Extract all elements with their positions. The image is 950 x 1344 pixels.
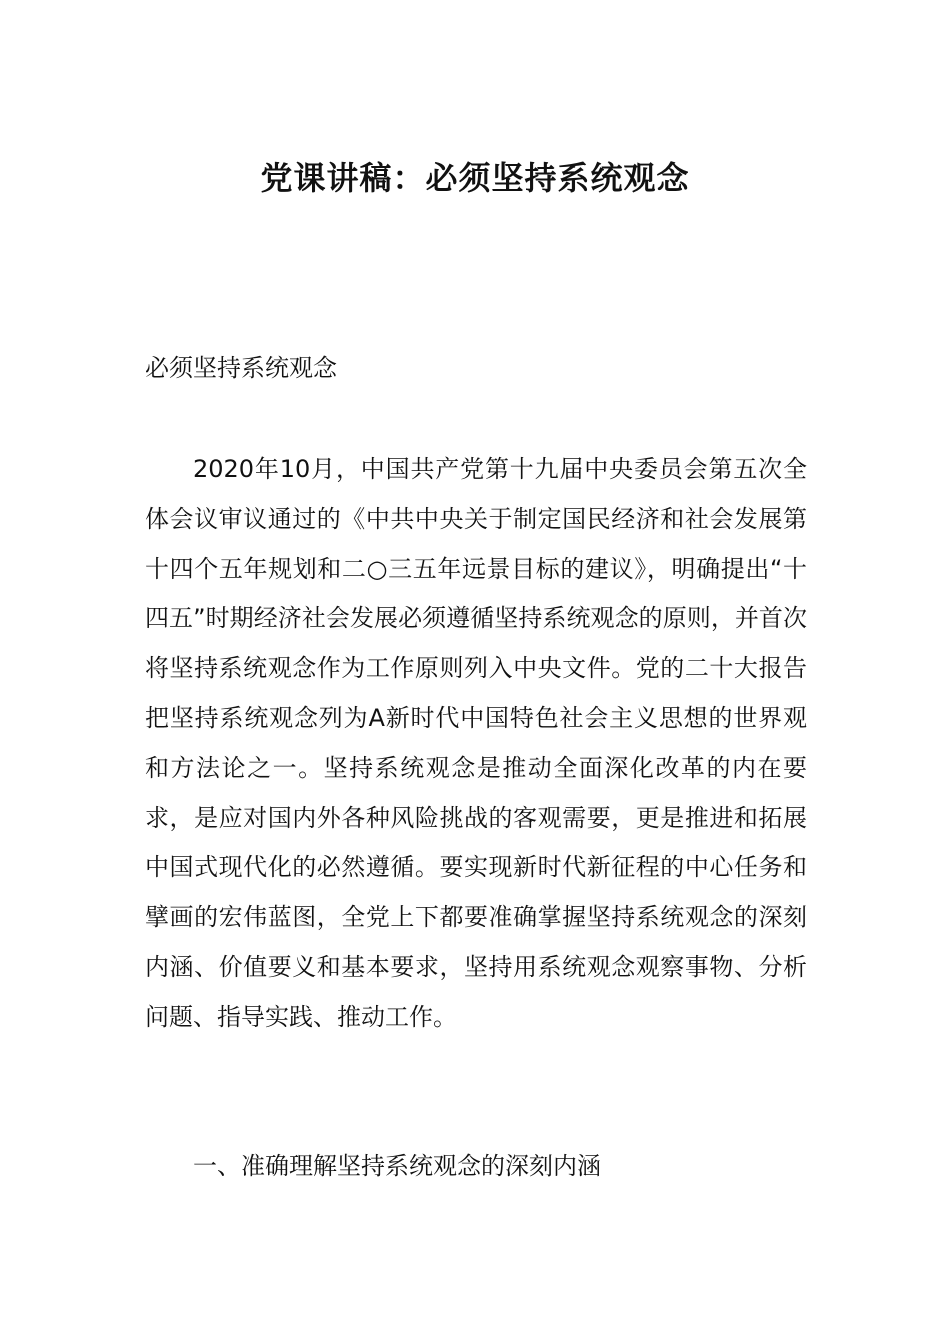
section-heading: 一、准确理解坚持系统观念的深刻内涵 <box>193 1152 601 1180</box>
document-subtitle: 必须坚持系统观念 <box>145 354 337 382</box>
body-paragraph: 2020年10月，中国共产党第十九届中央委员会第五次全体会议审议通过的《中共中央关于制定国民经济和社会发展第十四个五年规划和二○三五年远景目标的建议》，明确提出“十四五”时期经济社会发展必须遵循坚持系统观念的原则，并首次将坚持系统观念作为工作原则列入中央文件。党的二十大报告把坚持系统观念列为A新时代中国特色社会主义思想的世界观和方法论之一。坚持系统观念是推动全面深化改革的内在要求，是应对国内外各种风险挑战的客观需要，更是推进和拓展中国式现代化的必然遵循。要实现新时代新征程的中心任务和擘画的宏伟蓝图，全党上下都要准确掌握坚持系统观念的深刻内涵、价值要义和基本要求，坚持用系统观念观察事物、分析问题、指导实践、推动工作。 <box>145 455 807 1031</box>
document-title: 党课讲稿：必须坚持系统观念 <box>260 159 690 197</box>
